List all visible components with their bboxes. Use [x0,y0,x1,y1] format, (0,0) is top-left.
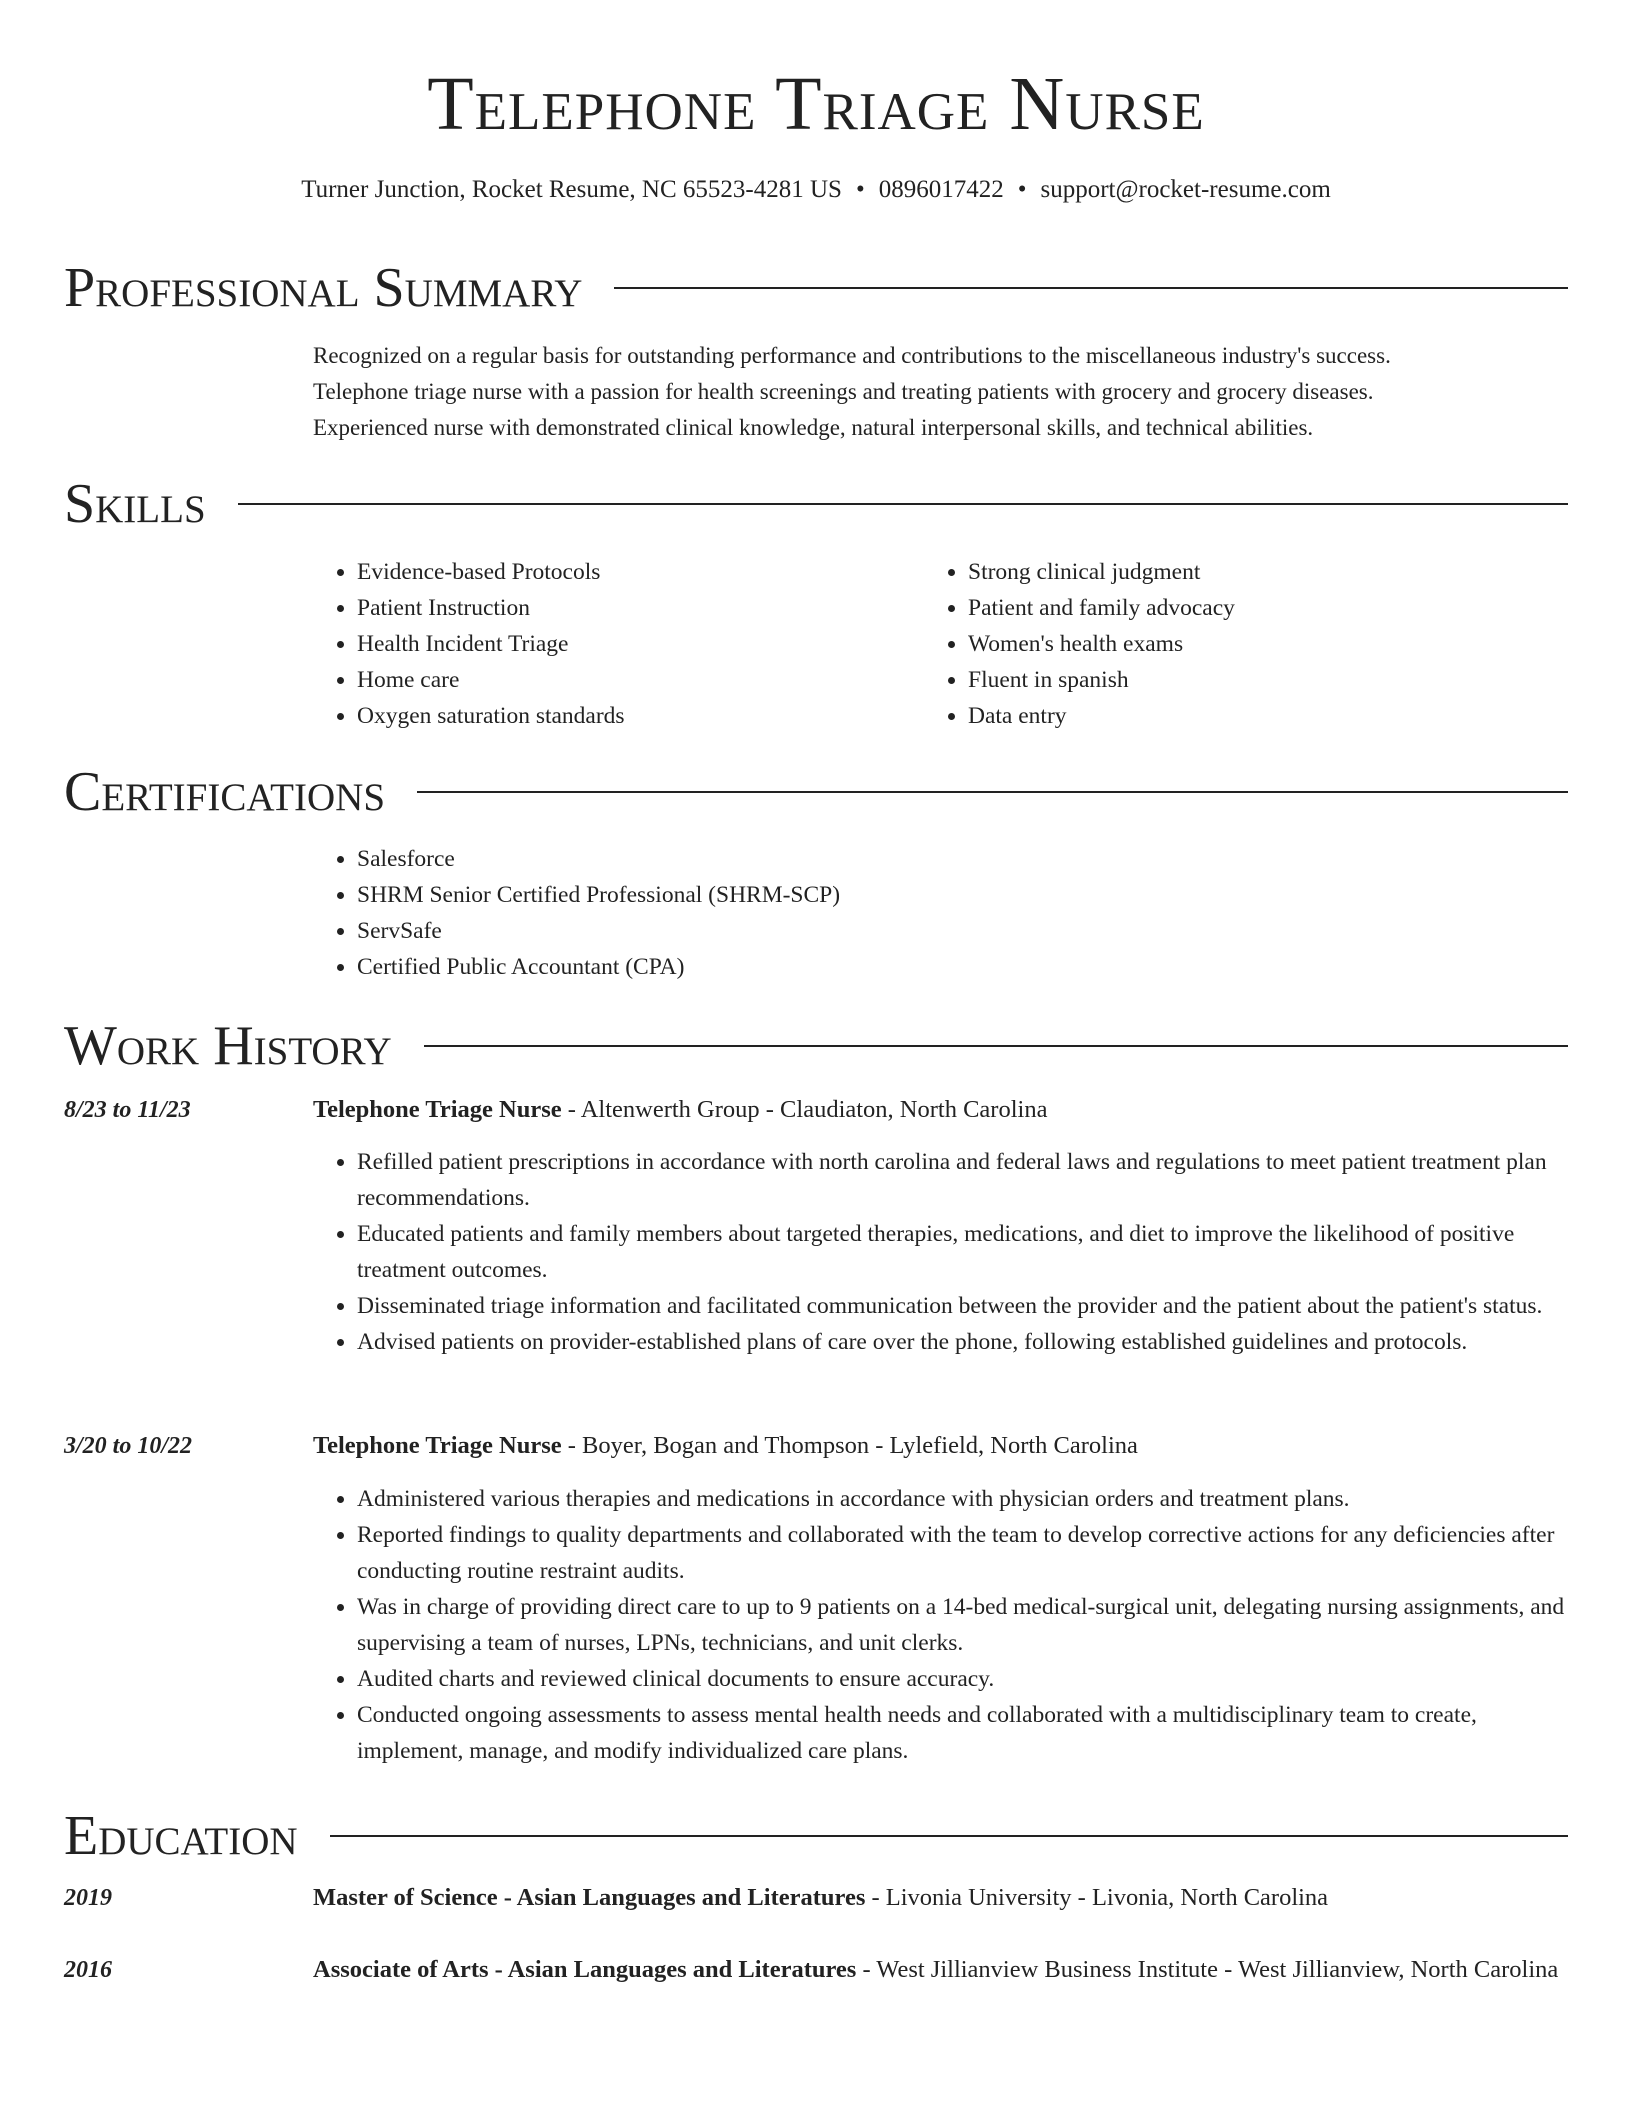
education-year: 2016 [64,1957,112,1983]
job-bullet: • Was in charge of providing direct care to up to 9 patients on a 14-bed medical-surgical unit, delegating nursing assignments, and supervising a team of nurses, LPNs, technicians, and unit clerks. [357,1589,1575,1661]
job-bullets [313,1481,1575,1769]
institution: - West Jillianview Business Institute - West Jillianview, North Carolina [856,1956,1559,1983]
summary-line: Recognized on a regular basis for outstanding performance and contributions to the miscellaneous industry's success. [313,343,1391,368]
skill-item: • Strong clinical judgment [968,554,1484,590]
separator-dot: • [855,176,865,203]
skills-column-left [313,554,873,734]
institution: - Livonia University - Livonia, North Carolina [865,1884,1329,1911]
email-link[interactable]: support@rocket-resume.com [1040,176,1331,203]
certifications-list [313,841,1213,985]
summary-line: Telephone triage nurse with a passion for health screenings and treating patients with grocery and grocery diseases. [313,379,1374,404]
skill-item: • Patient Instruction [357,590,873,626]
certification-item: • SHRM Senior Certified Professional (SHRM-SCP) [357,877,1213,913]
section-header-work-history [64,1016,1568,1076]
job-bullet: • Conducted ongoing assessments to assess mental health needs and collaborated with a multidisciplinary team to create, implement, manage, and modify individualized care plans. [357,1697,1575,1769]
job-employer: - Boyer, Bogan and Thompson - Lylefield, North Carolina [561,1432,1138,1459]
section-divider [417,791,1568,793]
section-divider [424,1045,1568,1047]
skill-item: • Patient and family advocacy [968,590,1484,626]
certification-item: • ServSafe [357,913,1213,949]
job-bullet: • Educated patients and family members about targeted therapies, medications, and diet to improve the likelihood of positive treatment outcomes. [357,1216,1575,1288]
skill-item: • Oxygen saturation standards [357,698,873,734]
job-bullet: • Advised patients on provider-established plans of care over the phone, following established guidelines and protocols. [357,1324,1575,1360]
job-heading [313,1091,1573,1129]
section-title: Education [64,1805,298,1867]
summary-text [313,338,1573,446]
section-title: Work History [64,1015,392,1077]
skill-item: • Home care [357,662,873,698]
job-heading [313,1427,1573,1465]
separator-dot: • [1017,176,1027,203]
section-header-certifications [64,762,1568,822]
skill-item: • Data entry [968,698,1484,734]
degree-title: Master of Science - Asian Languages and Literatures [313,1884,866,1911]
job-bullet: • Audited charts and reviewed clinical documents to ensure accuracy. [357,1661,1575,1697]
contact-line [0,172,1632,208]
job-bullet: • Disseminated triage information and facilitated communication between the provider and the patient about the patient's status. [357,1288,1575,1324]
certification-item: • Salesforce [357,841,1213,877]
job-title: Telephone Triage Nurse [313,1096,562,1123]
job-employer: - Altenwerth Group - Claudiaton, North Carolina [561,1096,1048,1123]
section-divider [614,287,1568,289]
address: Turner Junction, Rocket Resume, NC 65523-4281 US [301,176,842,203]
skill-item: • Fluent in spanish [968,662,1484,698]
job-bullet: • Administered various therapies and medications in accordance with physician orders and treatment plans. [357,1481,1575,1517]
education-year: 2019 [64,1885,112,1911]
candidate-name: Telephone Triage Nurse [427,62,1205,146]
job-bullet: • Reported findings to quality departments and collaborated with the team to develop corrective actions for any deficiencies after conducting routine restraint audits. [357,1517,1575,1589]
section-divider [330,1835,1568,1837]
section-header-summary [64,258,1568,318]
education-entry [313,1879,1573,1917]
section-header-skills [64,474,1568,534]
job-bullet: • Refilled patient prescriptions in accordance with north carolina and federal laws and regulations to meet patient treatment plan recommendations. [357,1144,1575,1216]
section-title: Professional Summary [64,257,583,319]
education-entry [313,1951,1573,1989]
skills-column-right [924,554,1484,734]
job-bullets [313,1144,1575,1360]
job-dates: 3/20 to 10/22 [64,1433,193,1459]
section-title: Skills [64,473,206,535]
skill-item: • Evidence-based Protocols [357,554,873,590]
section-header-education [64,1806,1568,1866]
job-title: Telephone Triage Nurse [313,1432,562,1459]
skill-item: • Women's health exams [968,626,1484,662]
certification-item: • Certified Public Accountant (CPA) [357,949,1213,985]
job-dates: 8/23 to 11/23 [64,1097,191,1123]
skill-item: • Health Incident Triage [357,626,873,662]
degree-title: Associate of Arts - Asian Languages and Literatures [313,1956,857,1983]
summary-line: Experienced nurse with demonstrated clinical knowledge, natural interpersonal skills, and technical abilities. [313,415,1314,440]
section-title: Certifications [64,761,386,823]
section-divider [238,503,1568,505]
phone: 0896017422 [878,176,1004,203]
